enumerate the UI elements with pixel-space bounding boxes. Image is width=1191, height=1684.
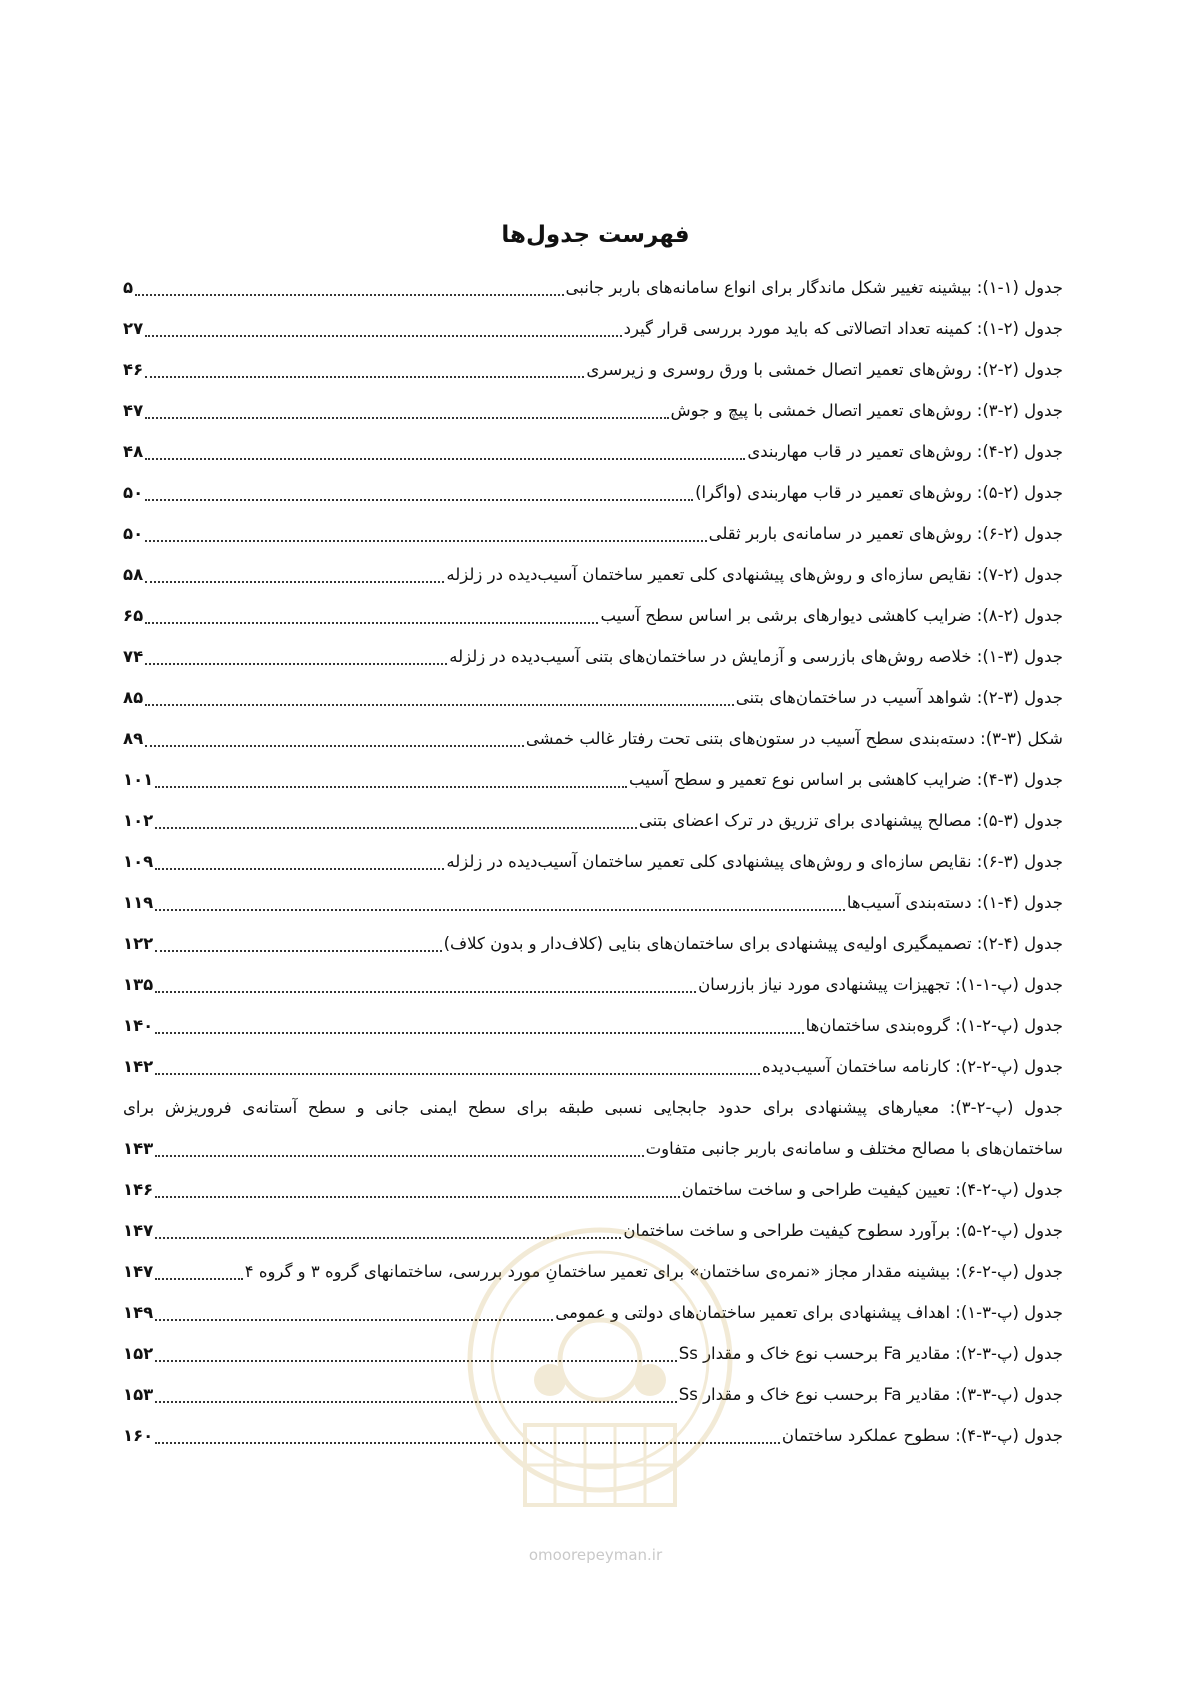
toc-entry: [123, 595, 1063, 636]
toc-dot-leader: [155, 909, 845, 911]
toc-page-number: ۲۷: [123, 319, 144, 338]
toc-dot-leader: [155, 1155, 643, 1157]
toc-title: جدول (پ-۳-۲): مقادیر Fa برحسب نوع خاک و مقدار Ss: [678, 1344, 1063, 1363]
toc-entry: [123, 718, 1063, 759]
toc-title: جدول (۲-۱): کمینه تعداد اتصالاتی که باید مورد بررسی قرار گیرد: [623, 319, 1063, 338]
toc-title: جدول (۳-۴): ضرایب کاهشی بر اساس نوع تعمیر و سطح آسیب: [629, 770, 1063, 789]
toc-dot-leader: [145, 540, 706, 542]
toc-page-number: ۸۵: [123, 688, 144, 707]
toc-dot-leader: [155, 827, 637, 829]
toc-page-number: ۱۶۰: [123, 1426, 154, 1445]
toc-title: جدول (۱-۱): بیشینه تغییر شکل ماندگار برای انواع سامانه‌های باربر جانبی: [565, 278, 1063, 297]
toc-title: جدول (۲-۵): روش‌های تعمیر در قاب مهاربندی (واگرا): [695, 483, 1063, 502]
toc-title: جدول (پ-۲-۵): برآورد سطوح کیفیت طراحی و ساخت ساختمان: [623, 1221, 1063, 1240]
toc-entry: [123, 1046, 1063, 1087]
toc-page-number: ۱۰۲: [123, 811, 154, 830]
toc-title: جدول (پ-۲-۳): معیارهای پیشنهادی برای حدود جابجایی نسبی طبقه برای سطح ایمنی جانی و سطح آستانه‌ی فروریزش برای: [123, 1098, 1063, 1117]
toc-title: جدول (۳-۵): مصالح پیشنهادی برای تزریق در ترک اعضای بتنی: [638, 811, 1063, 830]
toc-title: جدول (پ-۲-۴): تعیین کیفیت طراحی و ساخت ساختمان: [681, 1180, 1063, 1199]
toc-title: جدول (۳-۲): شواهد آسیب در ساختمان‌های بتنی: [735, 688, 1063, 707]
toc-page-number: ۷۴: [123, 647, 144, 666]
toc-page-number: ۵۰: [123, 524, 144, 543]
toc-entry: [123, 349, 1063, 390]
toc-page-number: ۶۵: [123, 606, 144, 625]
toc-entry: [123, 513, 1063, 554]
watermark-site: omoorepeyman.ir: [528, 1546, 663, 1564]
toc-entry: [123, 964, 1063, 1005]
toc-dot-leader: [155, 1073, 760, 1075]
toc-dot-leader: [145, 335, 621, 337]
toc-title: جدول (۴-۲): تصمیمگیری اولیه‌ی پیشنهادی برای ساختمان‌های بنایی (کلاف‌دار و بدون کلاف): [443, 934, 1063, 953]
toc-entry: [123, 759, 1063, 800]
toc-title: جدول (پ-۲-۲): کارنامه ساختمان آسیب‌دیده: [761, 1057, 1063, 1076]
toc-title: جدول (۴-۱): دسته‌بندی آسیب‌ها: [846, 893, 1063, 912]
toc-title: جدول (۲-۴): روش‌های تعمیر در قاب مهاربندی: [747, 442, 1063, 461]
toc-title: جدول (پ-۱-۱): تجهیزات پیشنهادی مورد نیاز بازرسان: [698, 975, 1063, 994]
toc-dot-leader: [155, 950, 441, 952]
toc-entry: [123, 800, 1063, 841]
toc-title: جدول (۲-۲): روش‌های تعمیر اتصال خمشی با ورق روسری و زیرسری: [586, 360, 1063, 379]
toc-entry: [123, 677, 1063, 718]
toc-entry: [123, 636, 1063, 677]
toc-page-number: ۱۰۱: [123, 770, 154, 789]
toc-dot-leader: [145, 376, 584, 378]
toc-entry-continued: [123, 1128, 1063, 1169]
toc-dot-leader: [155, 1278, 243, 1280]
toc-page-number: ۴۶: [123, 360, 144, 379]
toc-dot-leader: [155, 786, 627, 788]
toc-page-number: ۵۰: [123, 483, 144, 502]
toc-entry: [123, 390, 1063, 431]
toc-title: ساختمان‌های با مصالح مختلف و سامانه‌ی باربر جانبی متفاوت: [645, 1139, 1063, 1158]
toc-page-number: ۴۷: [123, 401, 144, 420]
toc-entry: [123, 472, 1063, 513]
toc-dot-leader: [145, 663, 447, 665]
toc-page-number: ۱۴۷: [123, 1221, 154, 1240]
toc-title: جدول (۲-۶): روش‌های تعمیر در سامانه‌ی باربر ثقلی: [708, 524, 1063, 543]
toc-entry: [123, 1087, 1063, 1128]
toc-page-number: ۱۴۳: [123, 1139, 154, 1158]
toc-page-number: ۱۴۰: [123, 1016, 154, 1035]
toc-page-number: ۴۸: [123, 442, 144, 461]
watermark-logo: [455, 1210, 745, 1540]
toc-title: جدول (۲-۸): ضرایب کاهشی دیوارهای برشی بر اساس سطح آسیب: [600, 606, 1063, 625]
toc-dot-leader: [145, 417, 668, 419]
toc-page-number: ۸۹: [123, 729, 144, 748]
toc-page-number: ۱۰۹: [123, 852, 154, 871]
toc-dot-leader: [155, 991, 696, 993]
toc-title: جدول (۲-۷): نقایص سازه‌ای و روش‌های پیشنهادی کلی تعمیر ساختمان آسیب‌دیده در زلزله: [446, 565, 1063, 584]
toc-page-number: ۱۲۲: [123, 934, 154, 953]
toc-dot-leader: [145, 499, 693, 501]
toc-title: جدول (۲-۳): روش‌های تعمیر اتصال خمشی با پیچ و جوش: [670, 401, 1063, 420]
toc-entry: [123, 882, 1063, 923]
toc-page-number: ۱۴۲: [123, 1057, 154, 1076]
toc-page-number: ۱۵۳: [123, 1385, 154, 1404]
toc-dot-leader: [155, 868, 444, 870]
toc-page-number: ۱۳۵: [123, 975, 154, 994]
toc-entry: [123, 1005, 1063, 1046]
toc-title: جدول (پ-۲-۱): گروه‌بندی ساختمان‌ها: [805, 1016, 1063, 1035]
toc-entry: [123, 1169, 1063, 1210]
toc-page-number: ۱۴۹: [123, 1303, 154, 1322]
toc-title: شکل (۳-۳): دسته‌بندی سطح آسیب در ستون‌های بتنی تحت رفتار غالب خمشی: [525, 729, 1063, 748]
toc-page-number: ۵: [123, 278, 134, 297]
toc-entry: [123, 308, 1063, 349]
toc-dot-leader: [135, 294, 563, 296]
toc-title: جدول (پ-۳-۱): اهداف پیشنهادی برای تعمیر ساختمان‌های دولتی و عمومی: [555, 1303, 1063, 1322]
toc-entry: [123, 431, 1063, 472]
toc-title: جدول (پ-۲-۶): بیشینه مقدار مجاز «نمره‌ی ساختمان» برای تعمیر ساختمانِ مورد بررسی، ساختمانهای گروه ۳ و گروه ۴: [244, 1262, 1063, 1281]
toc-page-number: ۱۴۶: [123, 1180, 154, 1199]
toc-page-number: ۱۴۷: [123, 1262, 154, 1281]
toc-dot-leader: [155, 1032, 803, 1034]
toc-title: جدول (۳-۱): خلاصه روش‌های بازرسی و آزمایش در ساختمان‌های بتنی آسیب‌دیده در زلزله: [449, 647, 1063, 666]
toc-dot-leader: [145, 704, 734, 706]
toc-entry: [123, 554, 1063, 595]
page-title: فهرست جدول‌ها: [501, 222, 690, 248]
toc-page-number: ۱۱۹: [123, 893, 154, 912]
toc-dot-leader: [155, 1196, 679, 1198]
toc-dot-leader: [145, 622, 598, 624]
toc-entry: [123, 267, 1063, 308]
toc-page-number: ۵۸: [123, 565, 144, 584]
toc-title: جدول (پ-۳-۳): مقادیر Fa برحسب نوع خاک و مقدار Ss: [678, 1385, 1063, 1404]
toc-entry: [123, 923, 1063, 964]
toc-title: جدول (پ-۳-۴): سطوح عملکرد ساختمان: [781, 1426, 1063, 1445]
toc-entry: [123, 841, 1063, 882]
toc-dot-leader: [145, 458, 745, 460]
toc-dot-leader: [145, 745, 524, 747]
toc-page-number: ۱۵۲: [123, 1344, 154, 1363]
toc-dot-leader: [145, 581, 444, 583]
toc-title: جدول (۳-۶): نقایص سازه‌ای و روش‌های پیشنهادی کلی تعمیر ساختمان آسیب‌دیده در زلزله: [446, 852, 1063, 871]
